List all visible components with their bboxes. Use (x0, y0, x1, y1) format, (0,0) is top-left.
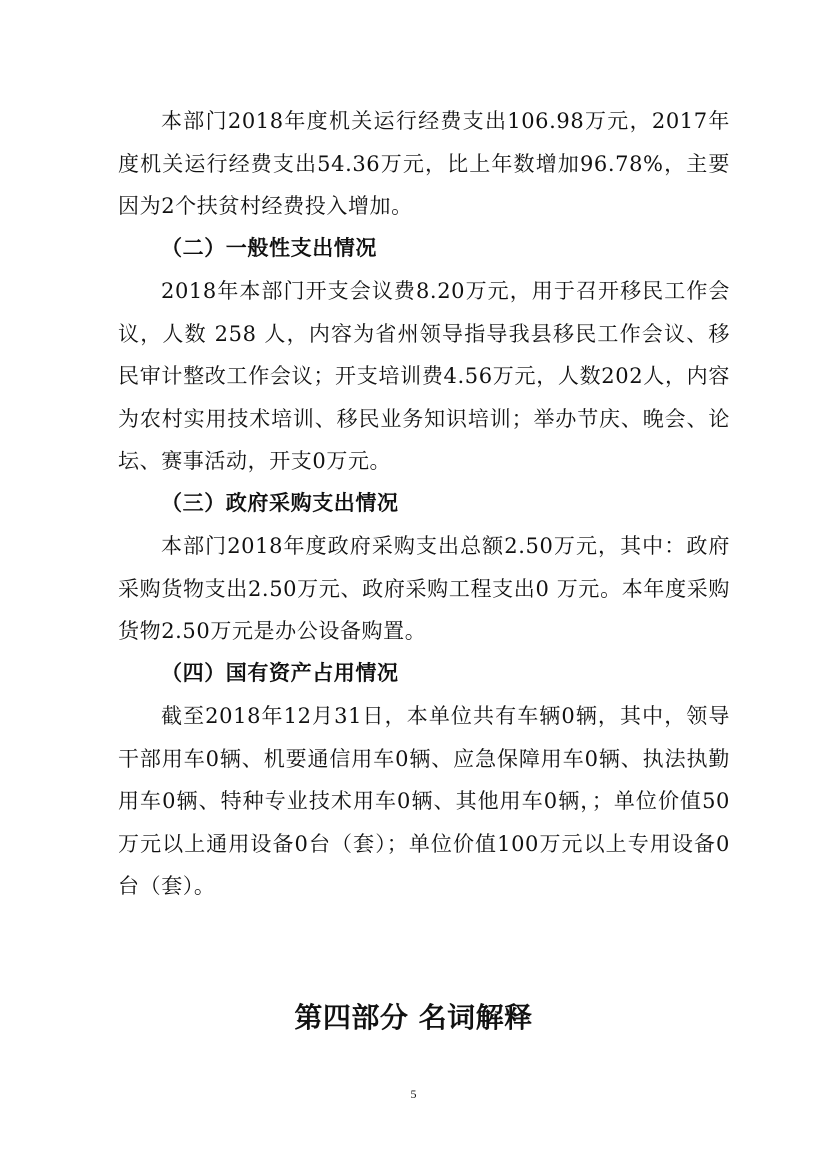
part-title: 第四部分 名词解释 (294, 1001, 533, 1034)
heading-government-procurement: （三）政府采购支出情况 (161, 490, 399, 515)
paragraph-general-expenditure: 2018年本部门开支会议费8.20万元，用于召开移民工作会议，人数 258 人，内容为省州领导指导我县移民工作会议、移民审计整改工作会议；开支培训费4.56万元，人数202人，内容为农村实用技术培训、移民业务知识培训；举办节庆、晚会、论坛、赛事活动，开支0万元。 (118, 279, 730, 473)
heading-state-assets: （四）国有资产占用情况 (161, 660, 399, 685)
paragraph-state-assets: 截至2018年12月31日，本单位共有车辆0辆，其中，领导干部用车0辆、机要通信用车0辆、应急保障用车0辆、执法执勤用车0辆、特种专业技术用车0辆、其他用车0辆，；单位价值50万元以上通用设备0台（套）；单位价值100万元以上专用设备0台（套）。 (118, 704, 730, 898)
heading-general-expenditure: （二）一般性支出情况 (161, 235, 377, 260)
page-number: 5 (410, 1087, 417, 1101)
paragraph-operating-expenses: 本部门2018年度机关运行经费支出106.98万元，2017年度机关运行经费支出54.36万元，比上年数增加96.78%，主要因为2个扶贫村经费投入增加。 (118, 109, 730, 218)
paragraph-government-procurement: 本部门2018年度政府采购支出总额2.50万元，其中：政府采购货物支出2.50万元、政府采购工程支出0 万元。本年度采购货物2.50万元是办公设备购置。 (118, 534, 730, 643)
